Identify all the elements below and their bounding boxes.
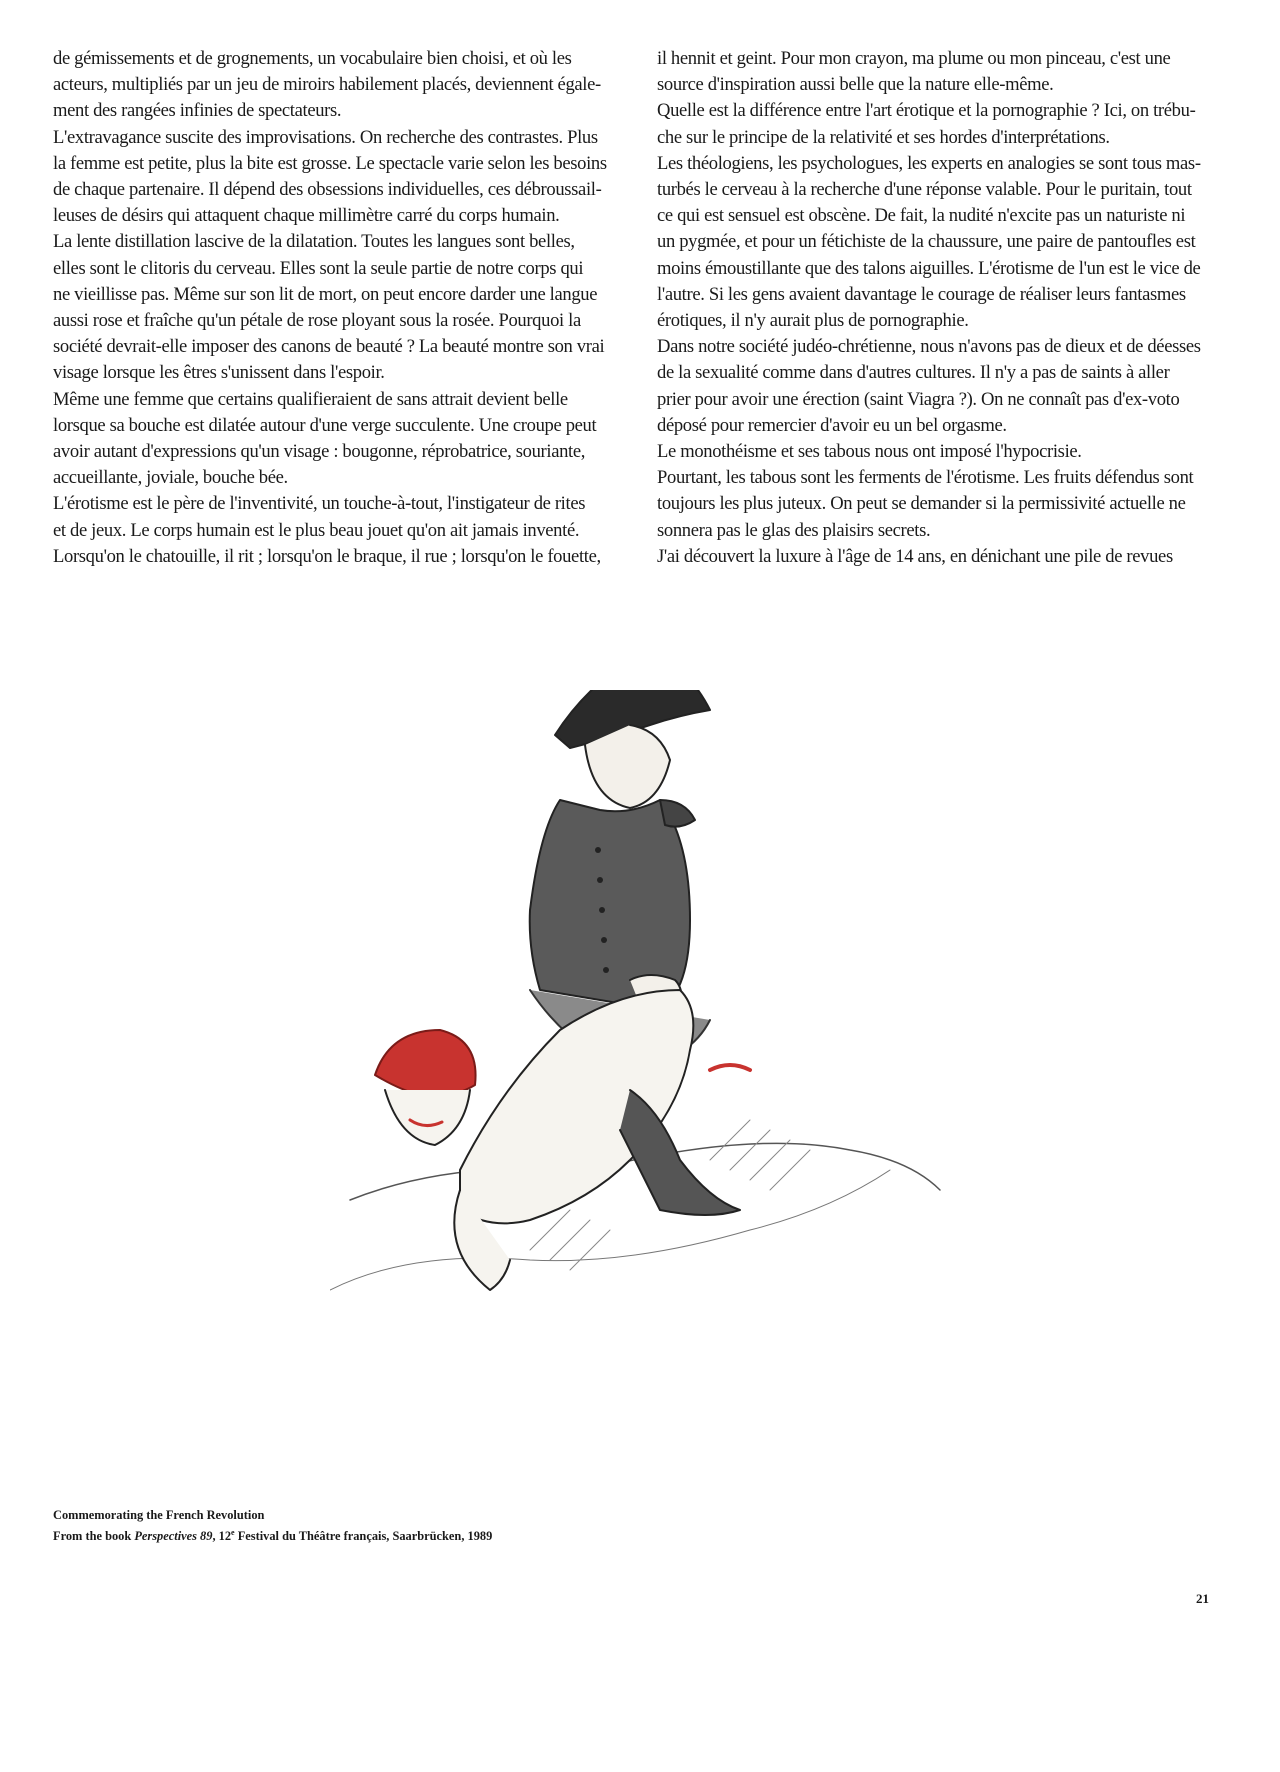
text-line: de la sexualité comme dans d'autres cultures. Il n'y a pas de saints à aller bbox=[657, 362, 1170, 384]
caption-edition: , 12 bbox=[212, 1529, 232, 1544]
text-line: ce qui est sensuel est obscène. De fait, la nudité n'excite pas un naturiste ni bbox=[657, 205, 1186, 227]
text-line: Lorsqu'on le chatouille, il rit ; lorsqu'on le braque, il rue ; lorsqu'on le fouette, bbox=[53, 545, 601, 567]
text-line: déposé pour remercier d'avoir eu un bel orgasme. bbox=[657, 414, 1007, 436]
text-line: L'érotisme est le père de l'inventivité, un touche-à-tout, l'instigateur de rites bbox=[53, 493, 586, 515]
text-line: toujours les plus juteux. On peut se demander si la permissivité actuelle ne bbox=[657, 493, 1186, 515]
text-line: moins émoustillante que des talons aiguilles. L'érotisme de l'un est le vice de bbox=[657, 257, 1201, 279]
right-text-column bbox=[657, 46, 1225, 570]
text-line: de gémissements et de grognements, un vocabulaire bien choisi, et où les bbox=[53, 48, 572, 69]
text-line: acteurs, multipliés par un jeu de miroirs habilement placés, deviennent égale- bbox=[53, 74, 601, 96]
caption-book-title: Perspectives 89 bbox=[134, 1529, 213, 1544]
text-line: lorsque sa bouche est dilatée autour d'une verge succulente. Une croupe peut bbox=[53, 414, 597, 436]
text-line: Même une femme que certains qualifieraient de sans attrait devient belle bbox=[53, 388, 568, 410]
text-line: Dans notre société judéo-chrétienne, nous n'avons pas de dieux et de déesses bbox=[657, 336, 1201, 358]
text-line: L'extravagance suscite des improvisations. On recherche des contrastes. Plus bbox=[53, 126, 598, 148]
text-line: Pourtant, les tabous sont les ferments de l'érotisme. Les fruits défendus sont bbox=[657, 467, 1194, 489]
pencil-sketch-illustration bbox=[330, 690, 950, 1490]
text-line: Le monothéisme et ses tabous nous ont imposé l'hypocrisie. bbox=[657, 441, 1082, 463]
caption-source bbox=[53, 1524, 492, 1545]
text-line: de chaque partenaire. Il dépend des obsessions individuelles, ces débroussail- bbox=[53, 179, 602, 201]
text-line: un pygmée, et pour un fétichiste de la chaussure, une paire de pantoufles est bbox=[657, 231, 1196, 253]
text-line: la femme est petite, plus la bite est grosse. Le spectacle varie selon les besoins bbox=[53, 152, 607, 174]
text-line: turbés le cerveau à la recherche d'une réponse valable. Pour le puritain, tout bbox=[657, 179, 1192, 201]
text-line: Les théologiens, les psychologues, les experts en analogies se sont tous mas- bbox=[657, 152, 1201, 174]
text-line: prier pour avoir une érection (saint Viagra ?). On ne connaît pas d'ex-voto bbox=[657, 388, 1180, 410]
text-line: ment des rangées infinies de spectateurs. bbox=[53, 100, 342, 122]
phrygian-cap bbox=[375, 1030, 476, 1096]
text-line: ne vieillisse pas. Même sur son lit de mort, on peut encore darder une langue bbox=[53, 283, 598, 305]
left-text-column bbox=[53, 46, 621, 570]
epaulette bbox=[660, 800, 695, 827]
text-line: société devrait-elle imposer des canons de beauté ? La beauté montre son vrai bbox=[53, 336, 605, 358]
text-line: J'ai découvert la luxure à l'âge de 14 ans, en dénichant une pile de revues bbox=[657, 545, 1173, 567]
text-line: source d'inspiration aussi belle que la nature elle-même. bbox=[657, 74, 1054, 96]
text-line: elles sont le clitoris du cerveau. Elles sont la seule partie de notre corps qui bbox=[53, 257, 584, 279]
text-line: il hennit et geint. Pour mon crayon, ma plume ou mon pinceau, c'est une bbox=[657, 48, 1171, 69]
text-line: accueillante, joviale, bouche bée. bbox=[53, 467, 288, 489]
caption-superscript: e bbox=[231, 1528, 235, 1537]
text-line: érotiques, il n'y aurait plus de pornographie. bbox=[657, 310, 969, 332]
text-line: Quelle est la différence entre l'art érotique et la pornographie ? Ici, on trébu- bbox=[657, 100, 1196, 122]
caption-festival: Festival du Théâtre français, Saarbrücken, 1989 bbox=[234, 1529, 493, 1544]
text-line: leuses de désirs qui attaquent chaque millimètre carré du corps humain. bbox=[53, 205, 560, 227]
page-number: 21 bbox=[1196, 1591, 1209, 1606]
text-line: che sur le principe de la relativité et ses hordes d'interprétations. bbox=[657, 126, 1110, 148]
text-line: La lente distillation lascive de la dilatation. Toutes les langues sont belles, bbox=[53, 231, 575, 253]
text-line: et de jeux. Le corps humain est le plus beau jouet qu'on ait jamais inventé. bbox=[53, 519, 580, 541]
text-line: sonnera pas le glas des plaisirs secrets. bbox=[657, 519, 931, 541]
figure-face bbox=[385, 1090, 470, 1145]
figure-caption bbox=[53, 1506, 492, 1545]
text-line: visage lorsque les êtres s'unissent dans l'espoir. bbox=[53, 362, 385, 384]
caption-prefix: From the book bbox=[53, 1529, 135, 1544]
boot bbox=[620, 1090, 740, 1215]
caption-title: Commemorating the French Revolution bbox=[53, 1508, 265, 1522]
text-line: l'autre. Si les gens avaient davantage le courage de réaliser leurs fantasmes bbox=[657, 283, 1186, 305]
text-line: aussi rose et fraîche qu'un pétale de rose ployant sous la rosée. Pourquoi la bbox=[53, 310, 581, 332]
text-line: avoir autant d'expressions qu'un visage : bougonne, réprobatrice, souriante, bbox=[53, 441, 586, 463]
